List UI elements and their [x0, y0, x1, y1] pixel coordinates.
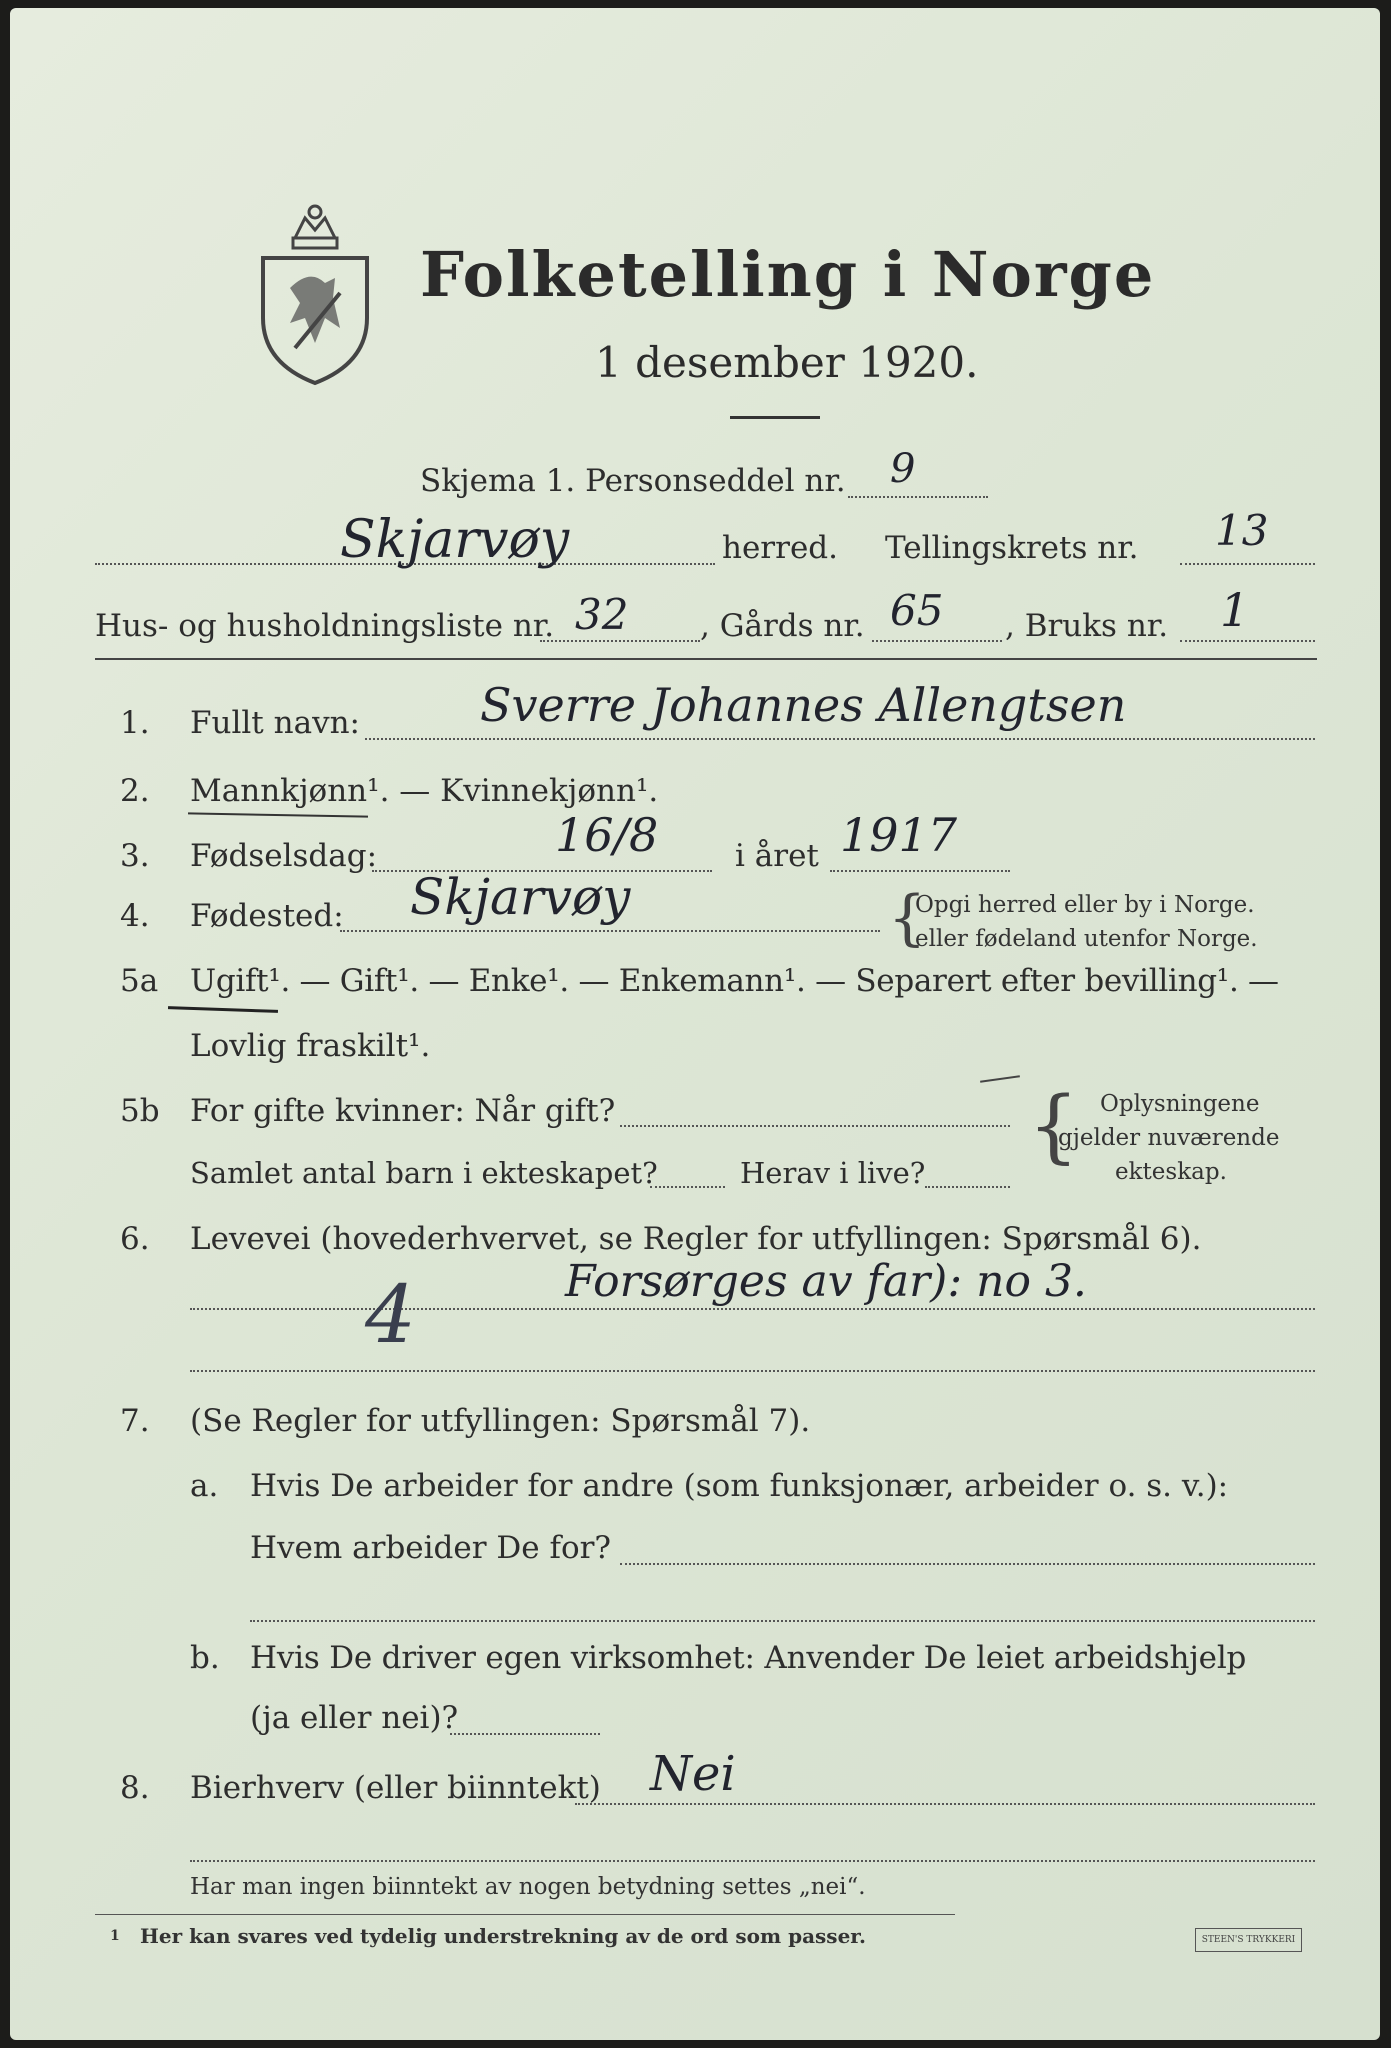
census-form	[10, 8, 1380, 2040]
schema-label: Skjema 1. Personseddel nr.	[420, 463, 846, 499]
husliste-field[interactable]	[540, 640, 700, 642]
q8-number: 8.	[120, 1770, 150, 1806]
married-when-field[interactable]	[620, 1125, 1010, 1127]
q2-label: Mannkjønn¹. — Kvinnekjønn¹.	[190, 773, 659, 809]
ugift-underline-mark	[168, 1006, 278, 1013]
q7a-letter: a.	[190, 1468, 219, 1504]
bruks-field[interactable]	[1180, 640, 1315, 642]
q5b-note-1: Oplysningene	[1100, 1091, 1260, 1117]
occupation-value: Forsørges av far): no 3.	[565, 1256, 1087, 1307]
full-name-value: Sverre Johannes Allengtsen	[480, 678, 1127, 732]
husliste-label: Hus- og husholdningsliste nr.	[95, 608, 555, 644]
q7-number: 7.	[120, 1403, 150, 1439]
children-total-field[interactable]	[650, 1186, 725, 1188]
birthplace-value: Skjarvøy	[410, 868, 631, 926]
birthday-value: 16/8	[555, 808, 659, 862]
marital-status-options: Ugift¹. — Gift¹. — Enke¹. — Enkemann¹. — Separert efter bevilling¹. —	[190, 963, 1279, 999]
q7b-letter: b.	[190, 1640, 220, 1676]
q3-label: Fødselsdag:	[190, 838, 378, 874]
q4-number: 4.	[120, 898, 150, 934]
schema-number-value: 9	[890, 446, 916, 492]
herred-value: Skjarvøy	[340, 510, 570, 570]
q7-label: (Se Regler for utfyllingen: Spørsmål 7).	[190, 1403, 811, 1439]
employer-label: Hvem arbeider De for?	[250, 1530, 612, 1566]
q3-number: 3.	[120, 838, 150, 874]
side-income-note: Har man ingen biinntekt av nogen betydning settes „nei“.	[190, 1874, 866, 1900]
birthplace-note-1: Opgi herred eller by i Norge.	[915, 892, 1255, 918]
side-income-value: Nei	[650, 1746, 736, 1802]
footnote-rule	[95, 1914, 955, 1915]
birth-year-value: 1917	[840, 808, 958, 862]
tellingskrets-value: 13	[1215, 506, 1269, 555]
children-alive-field[interactable]	[925, 1186, 1010, 1188]
occupation-code-mark: 4	[365, 1268, 416, 1361]
printer-stamp: STEEN'S TRYKKERI	[1195, 1928, 1302, 1952]
side-income-field-1[interactable]	[575, 1803, 1315, 1805]
gards-value: 65	[890, 586, 944, 635]
schema-number-field[interactable]	[848, 496, 988, 498]
q5b-number: 5b	[120, 1093, 160, 1129]
occupation-label: Levevei (hovederhvervet, se Regler for utfyllingen: Spørsmål 6).	[190, 1221, 1202, 1257]
bruks-label: , Bruks nr.	[1005, 608, 1169, 644]
q5b-note-3: ekteskap.	[1115, 1159, 1227, 1185]
form-title: Folketelling i Norge	[420, 238, 1156, 311]
q5b-note-2: gjelder nuværende	[1058, 1125, 1280, 1151]
side-income-field-2[interactable]	[190, 1860, 1315, 1862]
q2-number: 2.	[120, 773, 150, 809]
birth-year-field[interactable]	[830, 870, 1010, 872]
tellingskrets-field[interactable]	[1180, 563, 1315, 565]
married-when-label: For gifte kvinner: Når gift?	[190, 1093, 616, 1129]
children-alive-label: Herav i live?	[740, 1156, 926, 1190]
hired-help-label: (ja eller nei)?	[250, 1700, 459, 1736]
q1-number: 1.	[120, 705, 150, 741]
gender-underline-mark	[188, 812, 368, 817]
q1-label: Fullt navn:	[190, 705, 360, 741]
birthplace-field[interactable]	[340, 930, 880, 932]
year-label: i året	[735, 838, 819, 874]
herred-label: herred.	[722, 530, 838, 566]
side-income-label: Bierhverv (eller biinntekt)	[190, 1770, 601, 1806]
bruks-value: 1	[1220, 583, 1250, 637]
q6-number: 6.	[120, 1221, 150, 1257]
occupation-field-2[interactable]	[190, 1370, 1315, 1372]
children-total-label: Samlet antal barn i ekteskapet?	[190, 1156, 658, 1190]
q4-bracket: {	[888, 883, 927, 953]
hired-help-field[interactable]	[450, 1733, 600, 1735]
form-date: 1 desember 1920.	[595, 338, 979, 387]
employer-field-2[interactable]	[250, 1620, 1315, 1622]
occupation-field-1[interactable]	[190, 1308, 1315, 1310]
full-name-field[interactable]	[365, 738, 1315, 740]
q7a-question: Hvis De arbeider for andre (som funksjonær, arbeider o. s. v.):	[250, 1468, 1229, 1504]
q5b-dash-mark	[980, 1075, 1020, 1083]
title-divider	[730, 416, 820, 419]
marital-status-options-2: Lovlig fraskilt¹.	[190, 1028, 431, 1064]
q4-label: Fødested:	[190, 898, 344, 934]
norwegian-coat-of-arms-icon	[255, 198, 375, 388]
husliste-value: 32	[575, 590, 629, 639]
q5a-number: 5a	[120, 963, 159, 999]
gards-label: , Gårds nr.	[700, 608, 865, 644]
gards-field[interactable]	[872, 640, 1002, 642]
employer-field-1[interactable]	[620, 1563, 1315, 1565]
q7b-question: Hvis De driver egen virksomhet: Anvender De leiet arbeidshjelp	[250, 1640, 1247, 1676]
footnote-marker: 1	[110, 1928, 120, 1944]
birthplace-note-2: eller fødeland utenfor Norge.	[915, 926, 1258, 952]
tellingskrets-label: Tellingskrets nr.	[885, 530, 1139, 566]
footnote-text: Her kan svares ved tydelig understrekning av de ord som passer.	[140, 1924, 866, 1948]
q5b-bracket: {	[1028, 1079, 1079, 1172]
header-rule	[95, 658, 1317, 660]
